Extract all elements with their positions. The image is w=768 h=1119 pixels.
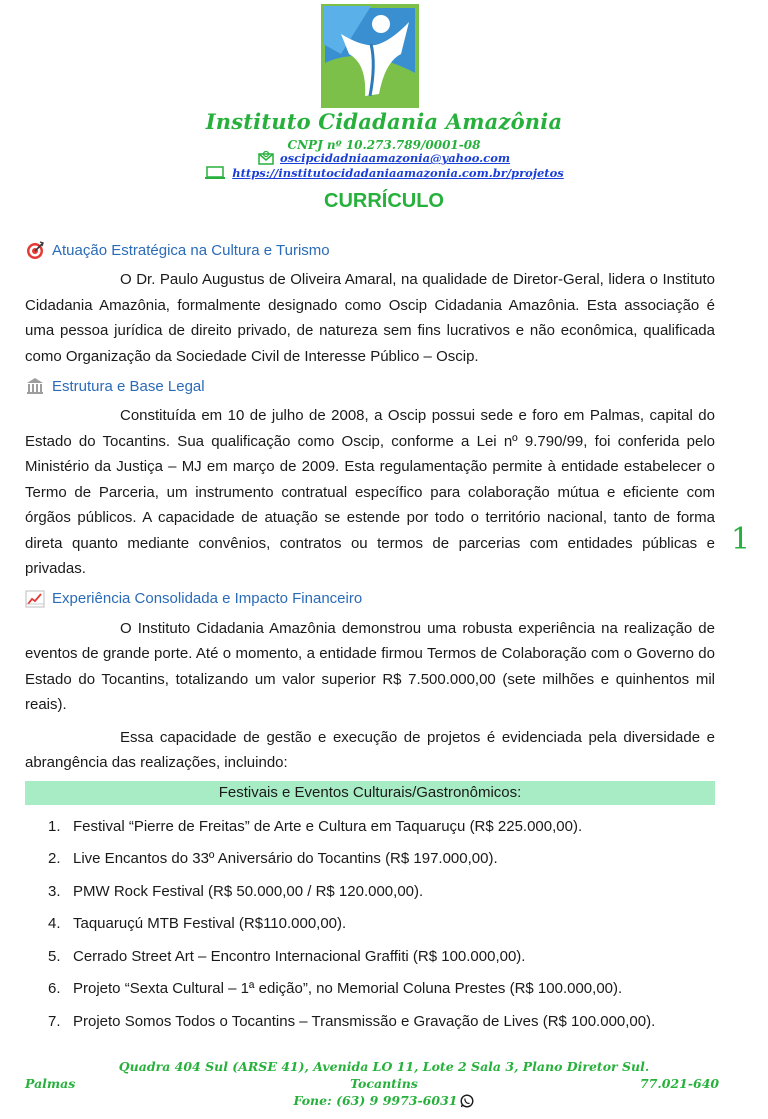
paragraph-capacity: Essa capacidade de gestão e execução de projetos é evidenciada pela diversidade e abrangência das realizações, incluindo: (25, 728, 715, 771)
cnpj-number: CNPJ nº 10.273.789/0001-08 (287, 138, 481, 152)
list-item: 3. PMW Rock Festival (R$ 50.000,00 / R$ 120.000,00). (48, 882, 424, 900)
website-link[interactable]: https://institutocidadaniaamazonia.com.br/projetos (232, 166, 564, 180)
section-heading-text: Estrutura e Base Legal (52, 377, 205, 395)
list-item: 4. Taquaruçú MTB Festival (R$110.000,00). (48, 915, 347, 932)
section-heading-text: Atuação Estratégica na Cultura e Turismo (52, 241, 330, 259)
list-item: 2. Live Encantos do 33º Aniversário do Tocantins (R$ 197.000,00). (48, 850, 498, 867)
section-heading-experience (25, 587, 715, 611)
whatsapp-icon (460, 1094, 474, 1108)
section-heading-strategy (25, 238, 715, 262)
section-heading-structure (25, 374, 715, 398)
list-item: 6. Projeto “Sexta Cultural – 1ª edição”, no Memorial Coluna Prestes (R$ 100.000,00). (48, 980, 623, 997)
email-link[interactable]: oscipcidadniaamazonia@yahoo.com (279, 151, 511, 165)
footer-address: Quadra 404 Sul (ARSE 41), Avenida LO 11, Lote 2 Sala 3, Plano Diretor Sul. Tocantins Fone: (63) 9 9973-6031 (118, 1059, 650, 1108)
list-item: 5. Cerrado Street Art – Encontro Internacional Graffiti (R$ 100.000,00). (48, 947, 526, 965)
section-heading-text: Experiência Consolidada e Impacto Financeiro (52, 590, 363, 607)
email-icon (258, 151, 274, 165)
target-icon (25, 240, 45, 260)
director-name: Dr. Paulo Augustus de Oliveira Amaral (136, 271, 393, 288)
institute-logo (321, 4, 419, 108)
email-line (0, 151, 768, 165)
website-line (0, 166, 768, 180)
footer-cep: 77.021-640 (640, 1076, 720, 1091)
laptop-icon (204, 166, 226, 180)
main-content (25, 238, 715, 1038)
page-number: 1 (731, 522, 751, 557)
footer-city: Palmas (25, 1076, 76, 1091)
paragraph-structure: Constituída em 10 de julho de 2008, a Oscip possui sede e foro em Palmas, capital do Estado do Tocantins. Sua qualificação como Oscip, conforme a Lei nº 9.790/99, foi conferida pelo Ministério da Justiça – MJ em março de 2009. Esta regulamentação permite à entidade estabelecer o Termo de Parceria, um instrumento contratual específico para colaboração mútua e eficiente com órgãos públicos. A capacidade de atuação se estende por todo o território nacional, tanto de forma direta quanto mediante convênios, contratos ou termos de parcerias com entidades públicas e privadas. (25, 407, 715, 577)
list-item: 7. Projeto Somos Todos o Tocantins – Transmissão e Gravação de Lives (R$ 100.000,00). (48, 1012, 656, 1030)
chart-increasing-icon (25, 589, 45, 609)
events-list (25, 811, 715, 1039)
paragraph-experience: O Instituto Cidadania Amazônia demonstrou uma robusta experiência na realização de eventos de grande porte. Até o momento, a entidade firmou Termos de Colaboração com o Governo do Estado do Tocantins, totalizando um valor superior R$ 7.500.000,00 (sete milhões e quinhentos mil reais). (25, 619, 715, 713)
organization-name: Instituto Cidadania Amazônia (205, 109, 563, 134)
bank-building-icon (25, 376, 45, 396)
list-item: 1. Festival “Pierre de Freitas” de Arte e Cultura em Taquaruçu (R$ 225.000,00). (48, 817, 583, 835)
paragraph-strategy: O Dr. Paulo Augustus de Oliveira Amaral, na qualidade de Diretor-Geral, lidera o Instituto Cidadania Amazônia, formalmente designado como Oscip Cidadania Amazônia. Esta associação é uma pessoa jurídica de direito privado, de natureza sem fins lucrativos e não econômica, qualificada como Organização da Sociedade Civil de Interesse Público – Oscip. (25, 271, 715, 365)
footer-phone: Fone: (63) 9 9973-6031 (293, 1093, 458, 1108)
document-title: CURRÍCULO (324, 190, 444, 212)
events-heading-bar: Festivais e Eventos Culturais/Gastronômicos: (25, 781, 715, 805)
institute-name: Instituto Cidadania Amazônia (137, 619, 336, 637)
